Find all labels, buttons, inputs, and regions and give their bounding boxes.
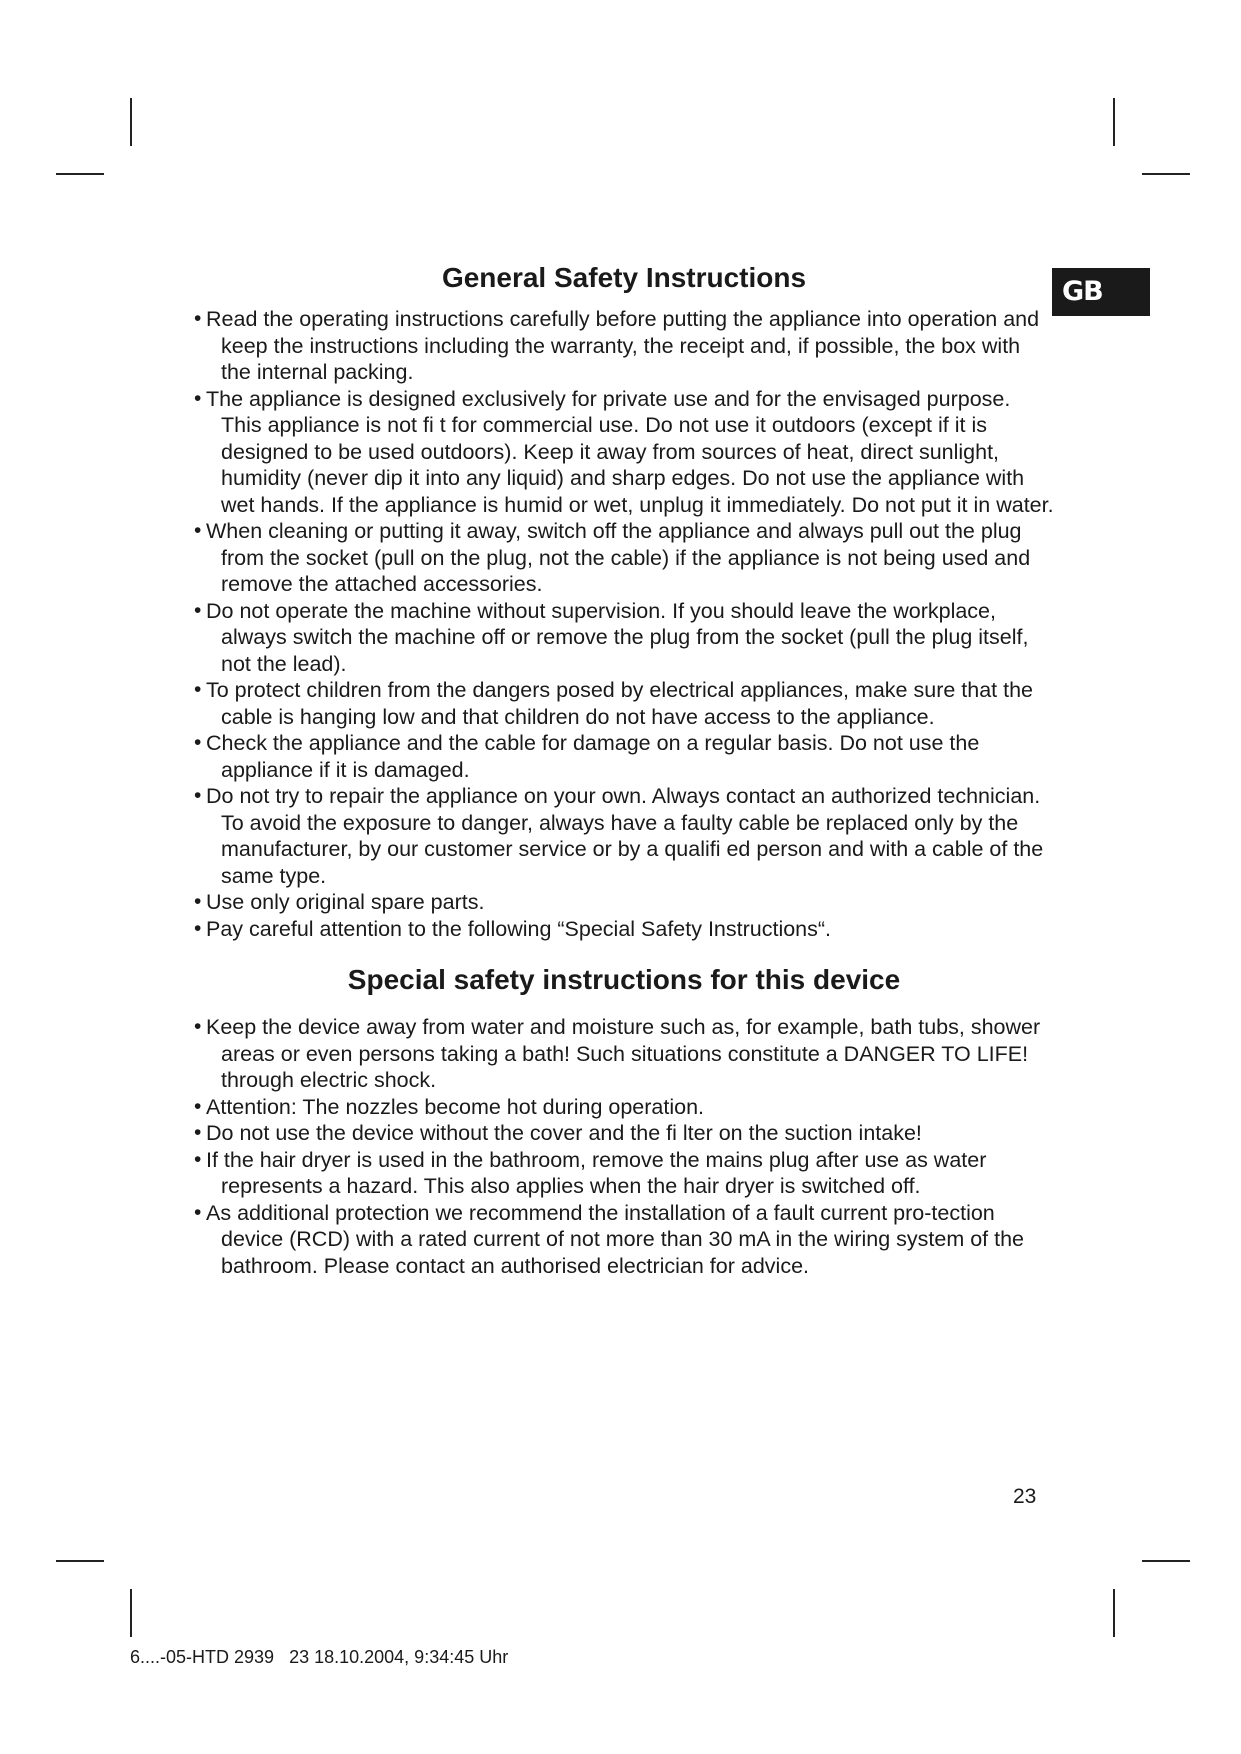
special-safety-heading: Special safety instructions for this device <box>347 964 901 995</box>
crop-mark-bottom-right-horizontal <box>1142 1560 1190 1562</box>
list-item: • Do not operate the machine without supervision. If you should leave the workplace, always switch the machine off or remove the plug from the socket (pull the plug itself, not the lead). <box>194 598 1054 678</box>
crop-mark-top-left-vertical <box>130 98 132 146</box>
crop-mark-top-right-horizontal <box>1142 173 1190 175</box>
crop-mark-bottom-right-vertical <box>1113 1589 1115 1637</box>
page-number: 23 <box>1013 1485 1037 1508</box>
crop-mark-bottom-left-horizontal <box>56 1560 104 1562</box>
list-item: • As additional protection we recommend the installation of a fault current pro-tection device (RCD) with a rated current of not more than 30 mA in the wiring system of the bathroom. Please contact an authorised electrician for advice. <box>194 1200 1054 1280</box>
crop-mark-bottom-left-vertical <box>130 1589 132 1637</box>
language-tab: GB <box>1052 268 1150 316</box>
list-item: • The appliance is designed exclusively for private use and for the envisaged purpose. This appliance is not fi t for commercial use. Do not use it outdoors (except if it is designed to be used outdoors). Keep it away from sources of heat, direct sunlight, humidity (never dip it into any liquid) and sharp edges. Do not use the appliance with wet hands. If the appliance is humid or wet, unplug it immediately. Do not put it in water. <box>194 386 1054 519</box>
list-item: • Use only original spare parts. <box>194 889 1054 916</box>
list-item: • Do not try to repair the appliance on your own. Always contact an authorized technician. To avoid the exposure to danger, always have a faulty cable be replaced only by the manufacturer, by our customer service or by a qualifi ed person and with a cable of the same type. <box>194 783 1054 889</box>
print-footer: 6....-05-HTD 2939 23 18.10.2004, 9:34:45 Uhr <box>130 1647 509 1667</box>
special-safety-list <box>194 1014 1054 1279</box>
list-item: • Check the appliance and the cable for damage on a regular basis. Do not use the appliance if it is damaged. <box>194 730 1054 783</box>
list-item: • If the hair dryer is used in the bathroom, remove the mains plug after use as water represents a hazard. This also applies when the hair dryer is switched off. <box>194 1147 1054 1200</box>
crop-mark-top-right-vertical <box>1113 98 1115 146</box>
document-body <box>194 258 1054 1279</box>
general-safety-list <box>194 306 1054 942</box>
list-item: • Do not use the device without the cover and the fi lter on the suction intake! <box>194 1120 1054 1147</box>
list-item: • Pay careful attention to the following “Special Safety Instructions“. <box>194 916 1054 943</box>
list-item: • Attention: The nozzles become hot during operation. <box>194 1094 1054 1121</box>
list-item: • Keep the device away from water and moisture such as, for example, bath tubs, shower areas or even persons taking a bath! Such situations constitute a DANGER TO LIFE! through electric shock. <box>194 1014 1054 1094</box>
list-item: • When cleaning or putting it away, switch off the appliance and always pull out the plug from the socket (pull on the plug, not the cable) if the appliance is not being used and remove the attached accessories. <box>194 518 1054 598</box>
list-item: • To protect children from the dangers posed by electrical appliances, make sure that the cable is hanging low and that children do not have access to the appliance. <box>194 677 1054 730</box>
crop-mark-top-left-horizontal <box>56 173 104 175</box>
general-safety-heading: General Safety Instructions <box>441 262 807 293</box>
list-item: • Read the operating instructions carefully before putting the appliance into operation and keep the instructions including the warranty, the receipt and, if possible, the box with the internal packing. <box>194 306 1054 386</box>
